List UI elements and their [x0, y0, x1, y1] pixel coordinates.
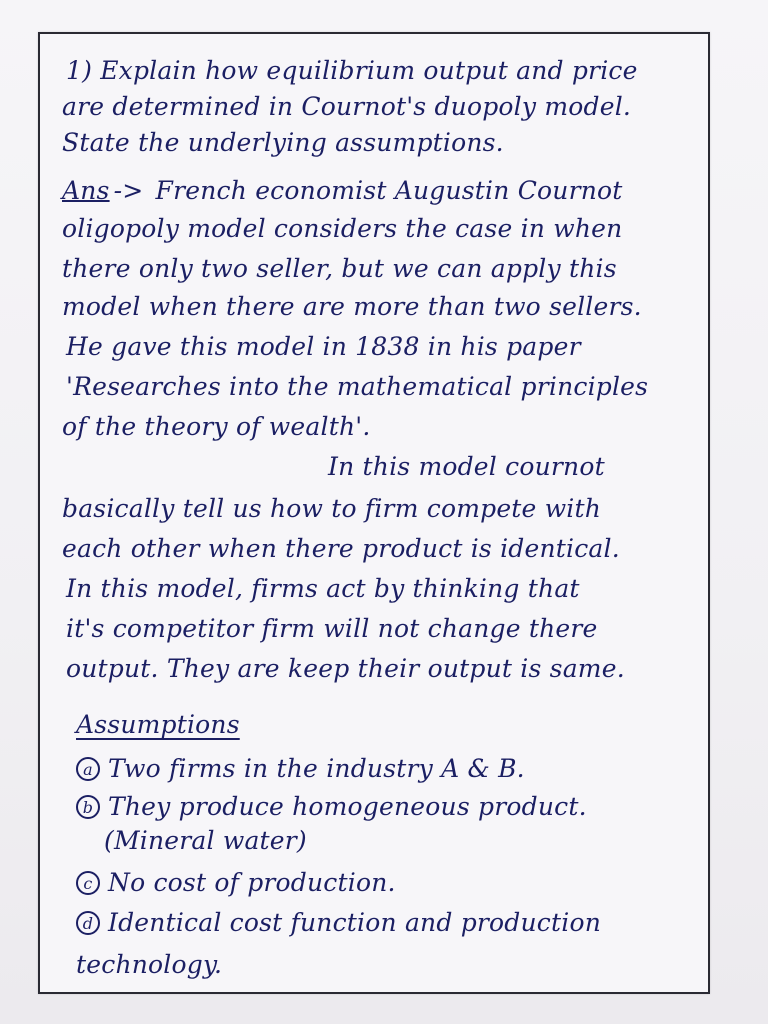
answer-line-2: oligopoly model considers the case in when [62, 214, 623, 243]
assumption-item-d-cont: technology. [76, 950, 223, 979]
answer-line-3: there only two seller, but we can apply this [62, 254, 617, 283]
answer-line-1: Ans -> French economist Augustin Cournot [62, 176, 623, 205]
answer-line-12: it's competitor firm will not change there [66, 614, 598, 643]
question-number: 1) [66, 56, 93, 85]
assumption-item-b-note: (Mineral water) [104, 826, 307, 855]
item-marker: c [76, 871, 100, 895]
item-marker: b [76, 795, 100, 819]
question-line-3: State the underlying assumptions. [62, 128, 504, 157]
assumption-item-a: a Two firms in the industry A & B. [76, 754, 525, 783]
arrow-icon: -> [113, 176, 144, 205]
question-line-2: are determined in Cournot's duopoly model. [62, 92, 632, 121]
assumption-item-c: c No cost of production. [76, 868, 396, 897]
answer-line-7: of the theory of wealth'. [62, 412, 371, 441]
answer-line-13: output. They are keep their output is same. [66, 654, 625, 683]
assumption-item-b: b They produce homogeneous product. [76, 792, 587, 821]
item-marker: d [76, 911, 100, 935]
answer-label: Ans [62, 176, 110, 205]
answer-line-8: In this model cournot [328, 452, 605, 481]
assumptions-heading: Assumptions [76, 710, 240, 739]
answer-line-4: model when there are more than two sellers. [62, 292, 642, 321]
answer-line-10: each other when there product is identical. [62, 534, 620, 563]
question-line-1: 1) Explain how equilibrium output and price [66, 56, 638, 85]
notebook-page [38, 32, 710, 994]
answer-line-11: In this model, firms act by thinking that [66, 574, 580, 603]
assumption-item-d: d Identical cost function and production [76, 908, 601, 937]
item-marker: a [76, 757, 100, 781]
answer-line-5: He gave this model in 1838 in his paper [66, 332, 581, 361]
answer-line-9: basically tell us how to firm compete with [62, 494, 602, 523]
answer-line-6: 'Researches into the mathematical principles [66, 372, 649, 401]
